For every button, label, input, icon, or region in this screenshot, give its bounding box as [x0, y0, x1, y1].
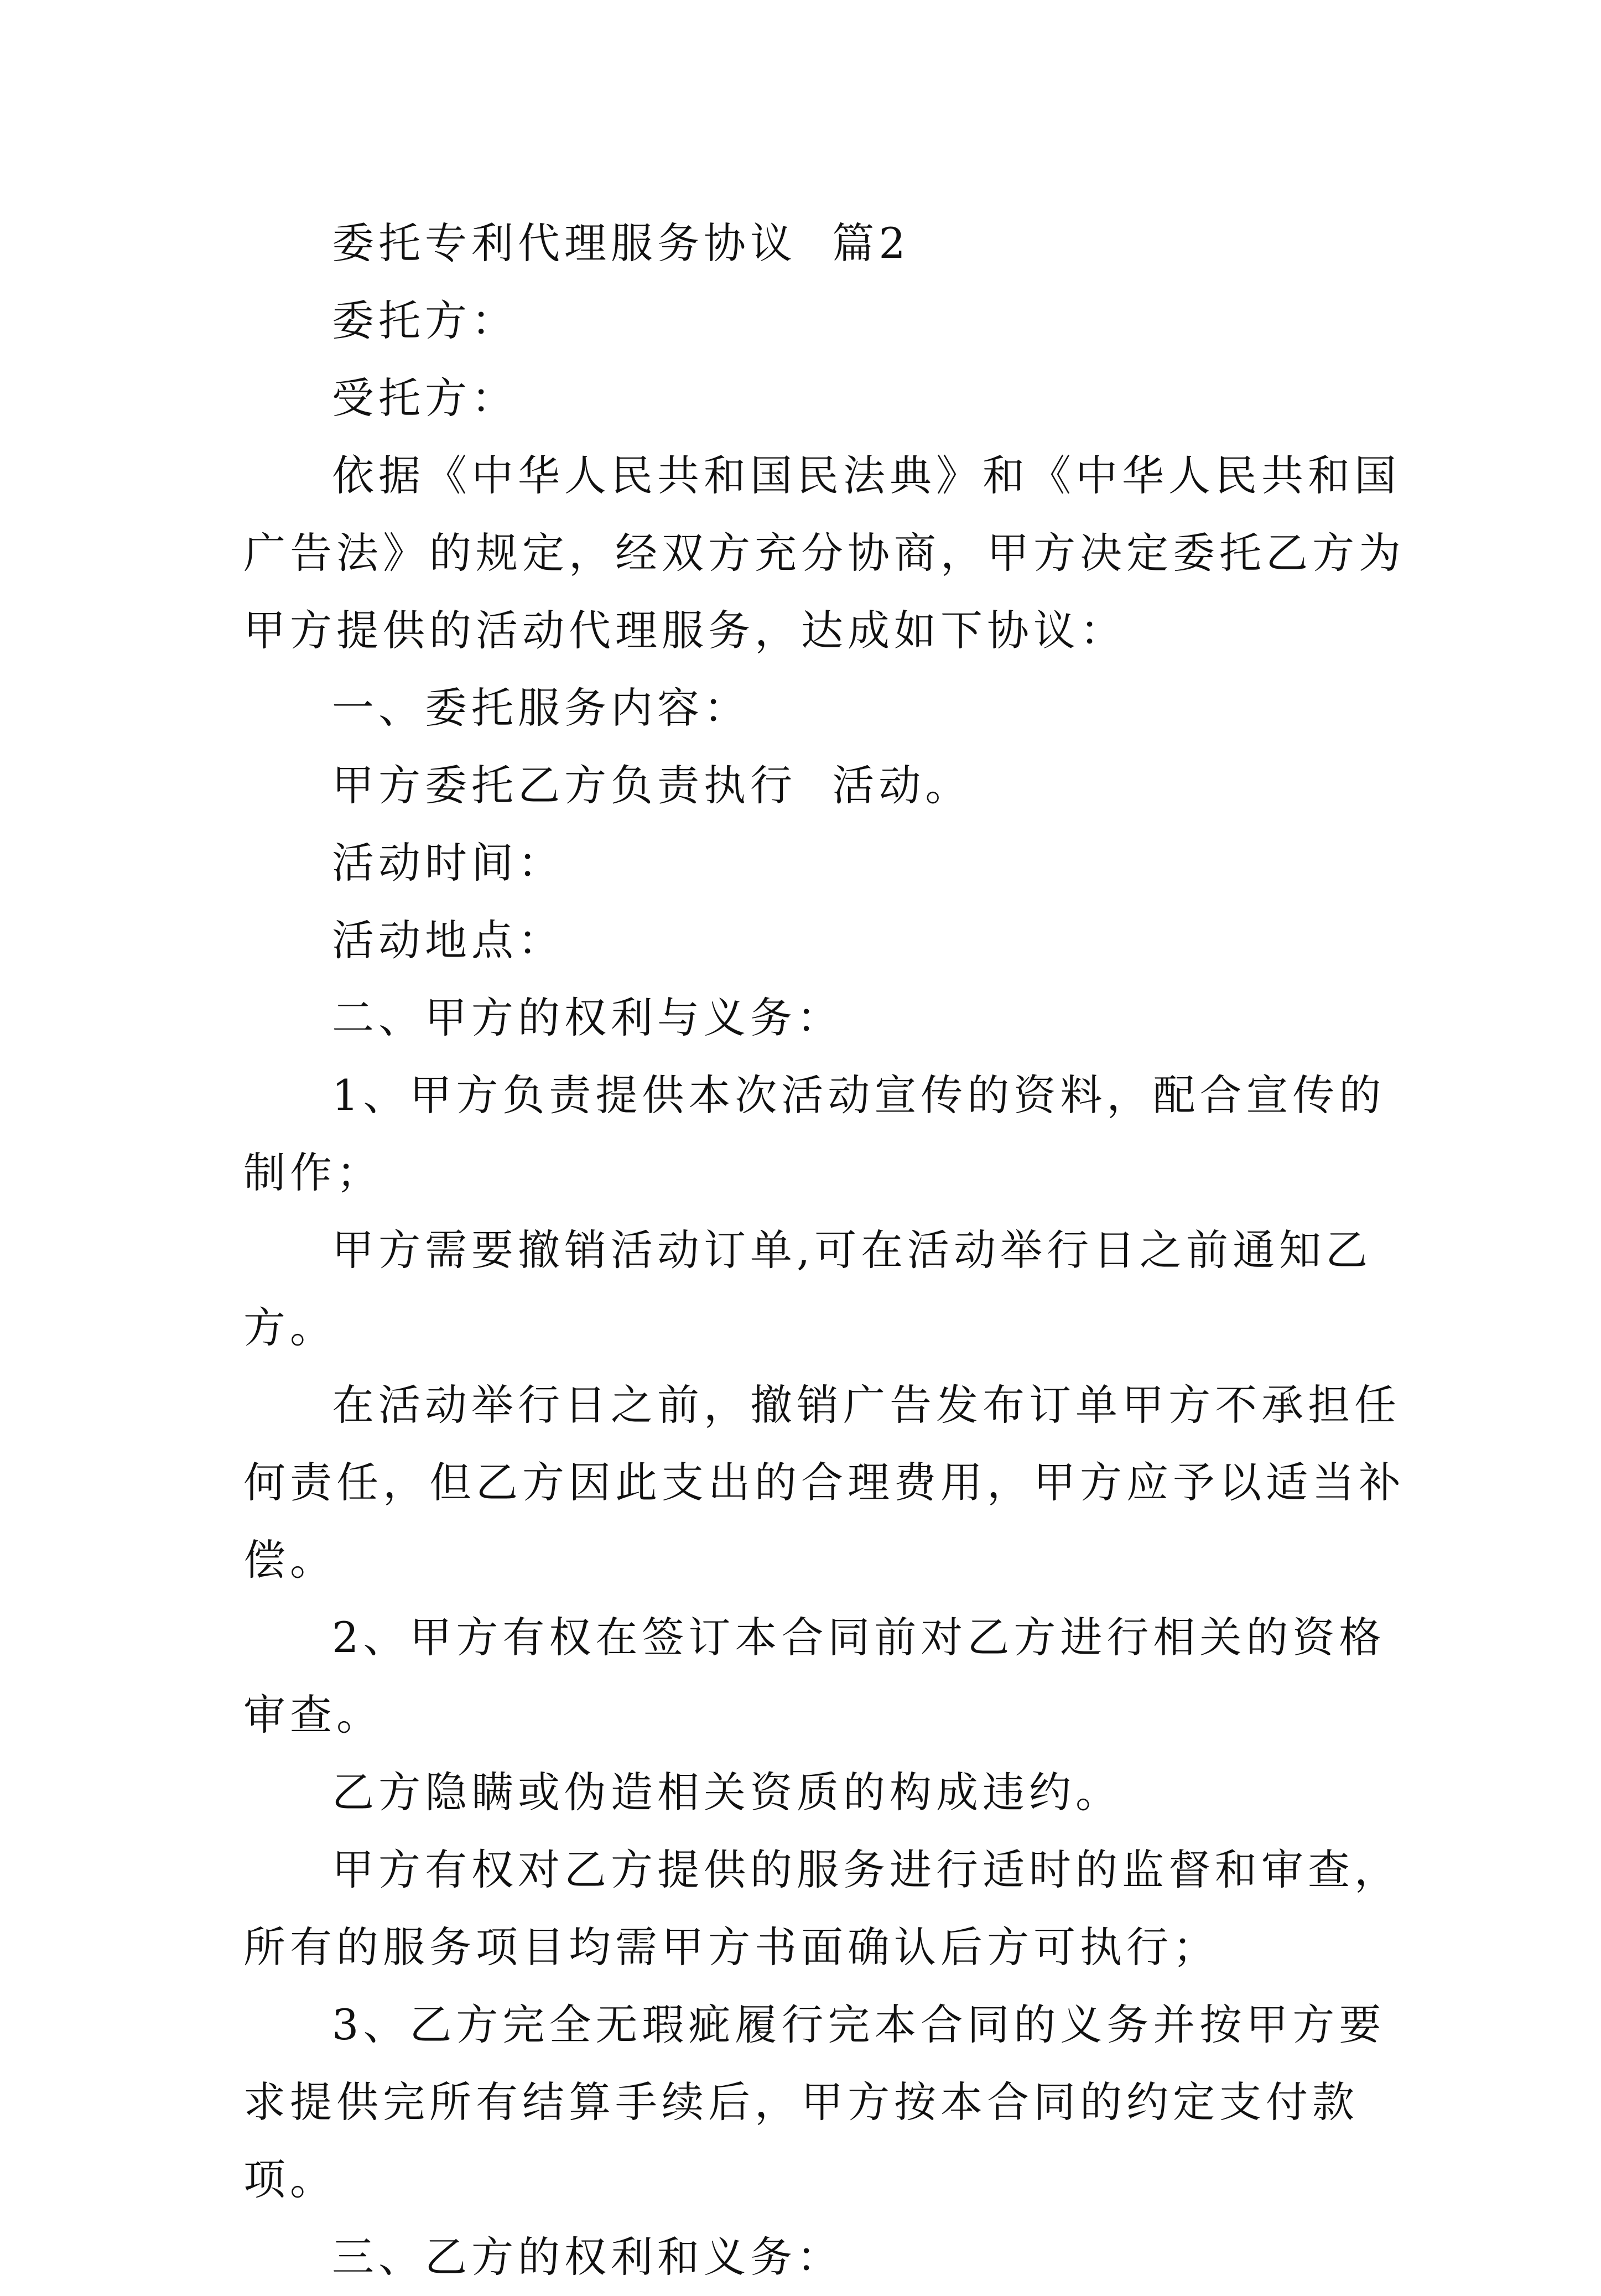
clause-2-3-paragraph: 3、乙方完全无瑕疵履行完本合同的义务并按甲方要求提供完所有结算手续后，甲方按本合同的约定支付款项。 [243, 2000, 1386, 2204]
supervision-paragraph: 甲方有权对乙方提供的服务进行适时的监督和审查，所有的服务项目均需甲方书面确认后方可执行； [243, 1845, 1401, 1972]
section-1-heading: 一、委托服务内容： [332, 683, 750, 733]
client-party-line: 委托方： [332, 296, 518, 345]
order-cancellation-paragraph: 甲方需要撤销活动订单,可在活动举行日之前通知乙方。 [243, 1225, 1373, 1352]
event-location-line: 活动地点： [332, 916, 564, 965]
preamble-paragraph: 依据《中华人民共和国民法典》和《中华人民共和国广告法》的规定，经双方充分协商，甲方决定委托乙方为甲方提供的活动代理服务，达成如下协议： [243, 451, 1405, 655]
section-2-heading: 二、甲方的权利与义务： [332, 993, 843, 1042]
cancellation-liability-paragraph: 在活动举行日之前，撤销广告发布订单甲方不承担任何责任，但乙方因此支出的合理费用，甲方应予以适当补偿。 [243, 1380, 1405, 1585]
clause-2-2-paragraph: 2、甲方有权在签订本合同前对乙方进行相关的资格审查。 [243, 1613, 1386, 1739]
section-3-heading: 三、乙方的权利和义务： [332, 2232, 843, 2282]
event-time-line: 活动时间： [332, 838, 564, 887]
breach-paragraph: 乙方隐瞒或伪造相关资质的构成违约。 [332, 1768, 1122, 1817]
document-body [243, 205, 1405, 2296]
document-heading: 委托专利代理服务协议 篇2 [332, 219, 910, 268]
agent-party-line: 受托方： [332, 373, 518, 423]
service-scope-paragraph: 甲方委托乙方负责执行 活动。 [332, 761, 972, 810]
clause-2-1-paragraph: 1、甲方负责提供本次活动宣传的资料，配合宣传的制作； [243, 1071, 1386, 1197]
